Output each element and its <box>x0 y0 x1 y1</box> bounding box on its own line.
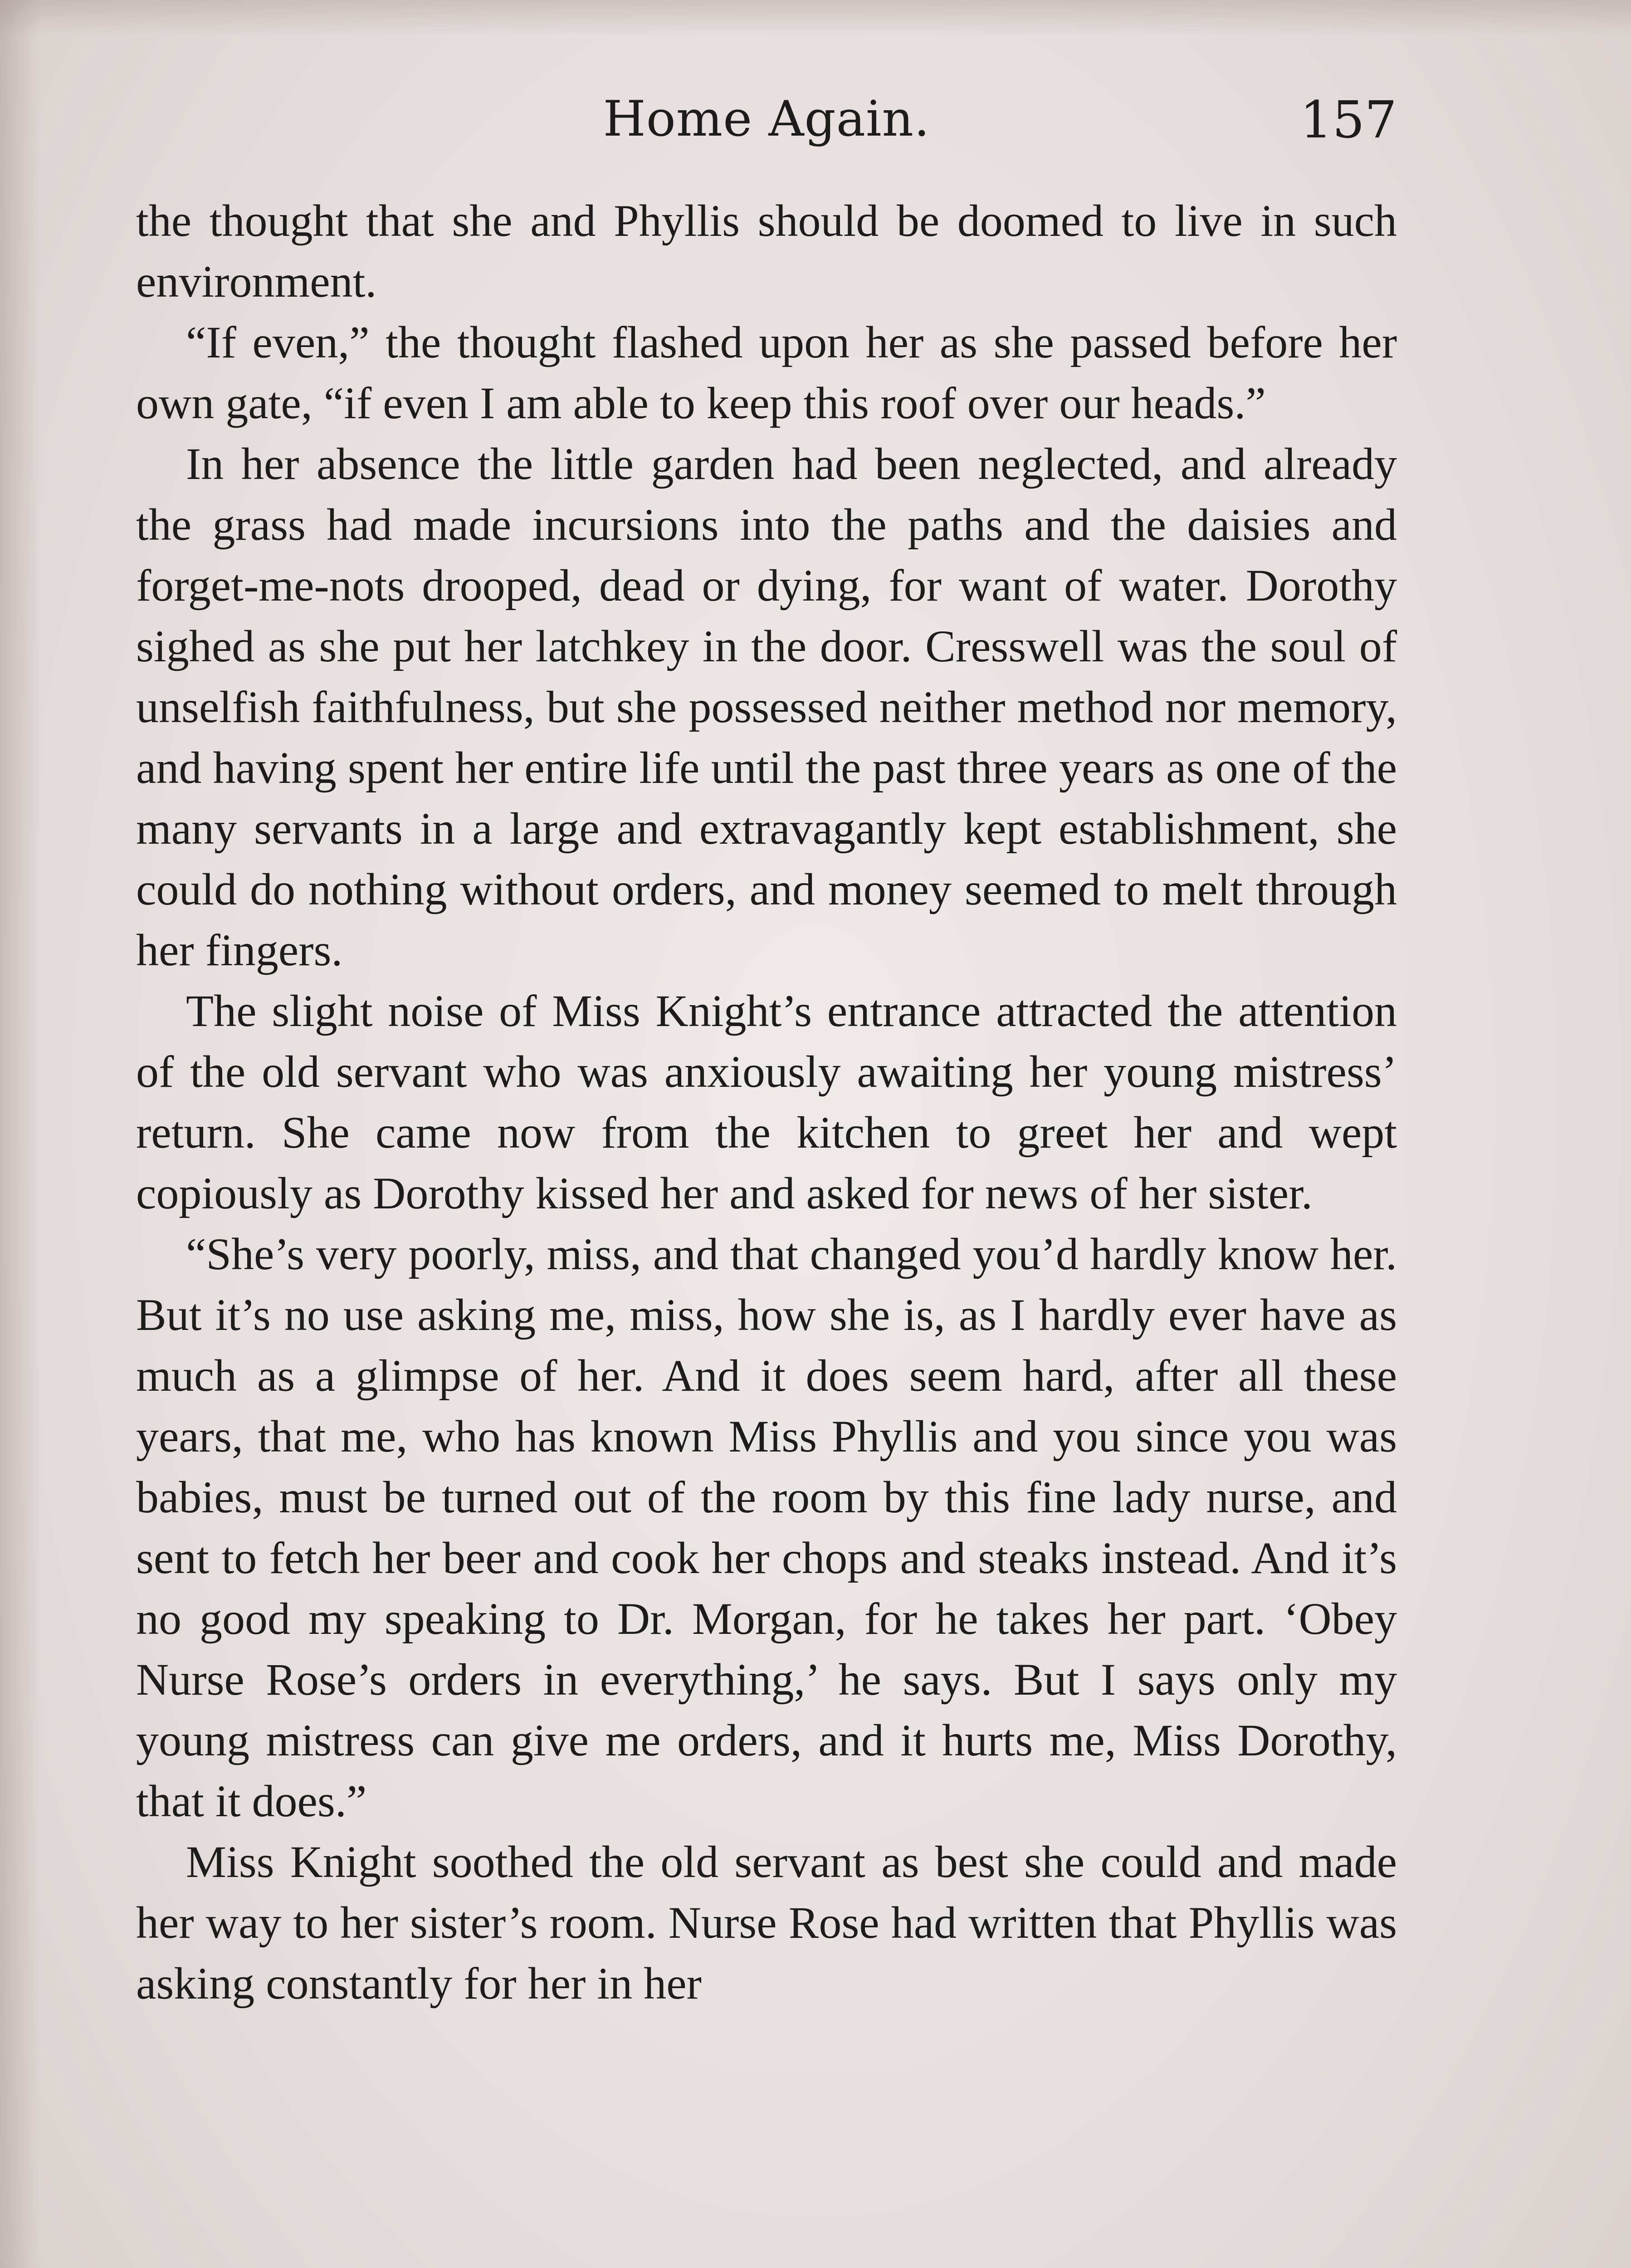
paragraph-1: the thought that she and Phyllis should be doomed to live in such environment. <box>136 196 1397 307</box>
running-title: Home Again. <box>603 91 930 147</box>
page-edge-shadow-left <box>0 0 41 2268</box>
paragraph-4: The slight noise of Miss Knight’s entrance attracted the attention of the old servant who was anxiously awaiting her young mistress’ return. She came now from the kitchen to greet her and wept copiously as Dorothy kissed her and asked for news of her sister. <box>136 986 1397 1218</box>
paragraph-5: “She’s very poorly, miss, and that changed you’d hardly know her. But it’s no use asking me, miss, how she is, as I hardly ever have as much as a glimpse of her. And it does seem hard, after all these years, that me, who has known Miss Phyllis and you since you was babies, must be turned out of the room by this fine lady nurse, and sent to fetch her beer and cook her chops and steaks instead. And it’s no good my speaking to Dr. Morgan, for he takes her part. ‘Obey Nurse Rose’s orders in everything,’ he says. But I says only my young mistress can give me orders, and it hurts me, Miss Dorothy, that it does.” <box>136 1229 1397 1826</box>
paragraph-2: “If even,” the thought flashed upon her as she passed before her own gate, “if even I am able to keep this roof over our heads.” <box>136 317 1397 428</box>
paragraph-3: In her absence the little garden had been neglected, and already the grass had made incursions into the paths and the daisies and forget-me-nots drooped, dead or dying, for want of water. Dorothy sighed as she put her latchkey in the door. Cresswell was the soul of unselfish faithfulness, but she possessed neither method nor memory, and having spent her entire life until the past three years as one of the many servants in a large and extravagantly kept establishment, she could do nothing without orders, and money seemed to melt through her fingers. <box>136 439 1397 975</box>
page-header <box>136 77 1397 163</box>
page-number: 157 <box>1300 91 1397 150</box>
page-edge-shadow-top <box>0 0 1631 36</box>
paragraph-6: Miss Knight soothed the old servant as best she could and made her way to her sister’s room. Nurse Rose had written that Phyllis was asking constantly for her in her <box>136 1837 1397 2009</box>
body-text <box>136 191 1397 2014</box>
